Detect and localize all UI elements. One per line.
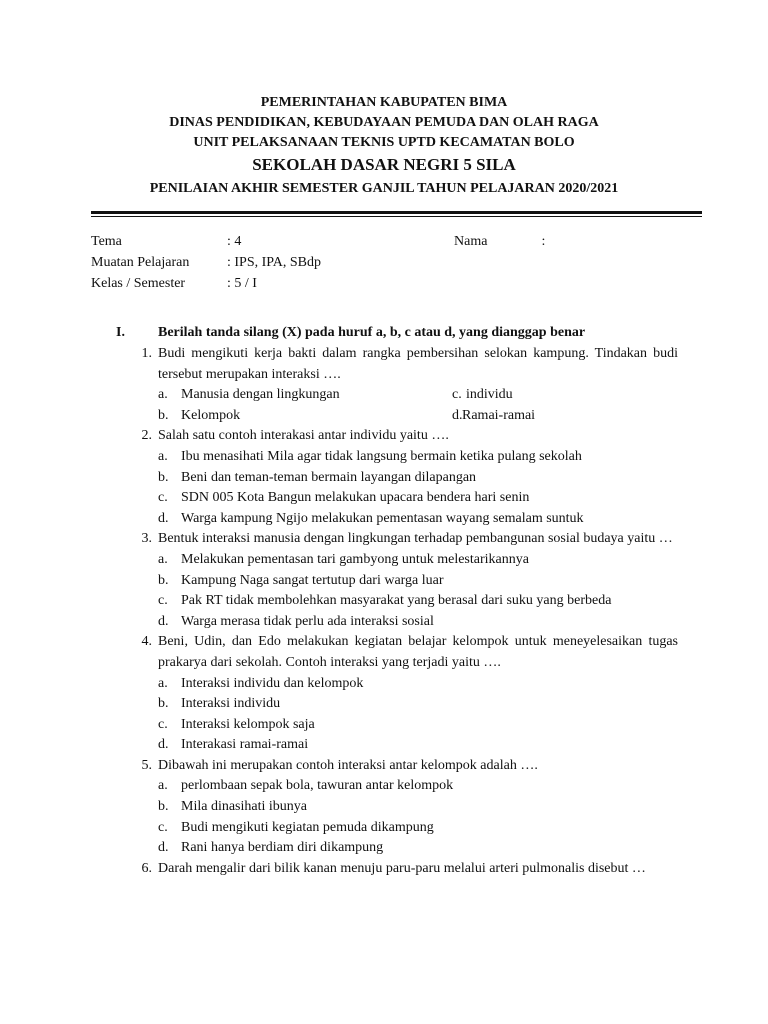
option-b-text: Interaksi individu — [181, 696, 281, 712]
option-letter: c. — [158, 490, 168, 506]
option-row — [0, 468, 768, 489]
option-letter: c. — [452, 387, 462, 403]
question-item — [0, 426, 768, 529]
name-field — [454, 231, 545, 252]
option-letter: b. — [158, 572, 169, 588]
question-item — [0, 344, 768, 426]
nama-label: Nama — [454, 234, 488, 249]
option-row — [0, 735, 768, 756]
option-d-text: Rani hanya berdiam diri dikampung — [181, 840, 384, 856]
unit-title: UNIT PELAKSANAAN TEKNIS UPTD KECAMATAN BOLO — [193, 135, 575, 150]
option-letter: a. — [158, 387, 168, 403]
option-c-text: SDN 005 Kota Bangun melakukan upacara bendera hari senin — [181, 490, 530, 506]
question-number: 1. — [141, 346, 152, 361]
tema-value: : 4 — [227, 234, 242, 249]
option-letter: c. — [158, 819, 168, 835]
header-divider-thin — [91, 216, 702, 217]
option-row — [0, 838, 768, 859]
info-row-muatan — [91, 252, 447, 273]
question-list — [0, 344, 768, 879]
question-item — [0, 859, 768, 880]
question-text: Beni, Udin, dan Edo melakukan kegiatan belajar kelompok untuk meneyelesaikan tugas prakarya dari sekolah. Contoh interaksi yang terjadi yaitu …. — [158, 634, 678, 670]
option-letter: a. — [158, 551, 168, 567]
option-d-text: Warga kampung Ngijo melakukan pementasan wayang semalam suntuk — [181, 510, 584, 526]
option-b-text: Kampung Naga sangat tertutup dari warga luar — [181, 572, 444, 588]
question-text: Bentuk interaksi manusia dengan lingkungan terhadap pembangunan sosial budaya yaitu … — [158, 531, 673, 547]
muatan-value: : IPS, IPA, SBdp — [227, 255, 322, 270]
muatan-label: Muatan Pelajaran — [91, 255, 190, 270]
exam-title: PENILAIAN AKHIR SEMESTER GANJIL TAHUN PELAJARAN 2020/2021 — [149, 181, 619, 196]
option-letter: b. — [158, 799, 169, 815]
option-letter: c. — [158, 716, 168, 732]
option-row — [0, 509, 768, 530]
option-a-text: Ibu menasihati Mila agar tidak langsung bermain ketika pulang sekolah — [181, 448, 582, 464]
option-row — [0, 550, 768, 571]
tema-label: Tema — [91, 234, 122, 249]
option-letter: d. — [452, 407, 463, 423]
question-number: 3. — [141, 531, 152, 547]
option-letter: a. — [158, 675, 168, 691]
option-c-text: Budi mengikuti kegiatan pemuda dikampung — [181, 819, 434, 835]
option-letter: a. — [158, 448, 168, 464]
option-row — [0, 591, 768, 612]
option-b-text: Beni dan teman-teman bermain layangan dilapangan — [181, 469, 477, 485]
option-d-text: Ramai-ramai — [462, 407, 536, 423]
question-text: Dibawah ini merupakan contoh interaksi antar kelompok adalah …. — [158, 757, 538, 773]
question-number: 6. — [141, 860, 152, 876]
kelas-value: : 5 / I — [227, 276, 257, 291]
header-divider — [91, 211, 702, 214]
question-item — [0, 632, 768, 756]
option-row — [0, 715, 768, 736]
option-letter: b. — [158, 407, 169, 423]
question-text: Budi mengikuti kerja bakti dalam rangka pembersihan selokan kampung. Tindakan budi tersebut merupakan interaksi …. — [158, 346, 678, 382]
option-letter: d. — [158, 510, 169, 526]
question-number: 2. — [141, 428, 152, 444]
option-c-text: Interaksi kelompok saja — [181, 716, 315, 732]
info-row-tema — [91, 231, 447, 252]
government-title: PEMERINTAHAN KABUPATEN BIMA — [260, 95, 508, 110]
option-letter: a. — [158, 778, 168, 794]
question-text: Salah satu contoh interakasi antar individu yaitu …. — [158, 428, 449, 444]
question-item — [0, 529, 768, 632]
option-c-text: Pak RT tidak membolehkan masyarakat yang berasal dari suku yang berbeda — [181, 593, 612, 609]
option-d-text: Warga merasa tidak perlu ada interaksi sosial — [181, 613, 434, 629]
section-number: I. — [116, 325, 125, 340]
question-number: 5. — [141, 757, 152, 773]
option-letter: b. — [158, 696, 169, 712]
option-a-text: Manusia dengan lingkungan — [181, 387, 340, 403]
option-letter: d. — [158, 840, 169, 856]
info-row-kelas — [91, 273, 447, 294]
option-row — [0, 571, 768, 592]
option-a-text: Melakukan pementasan tari gambyong untuk melestarikannya — [181, 551, 529, 567]
option-letter: b. — [158, 469, 169, 485]
section-instruction: Berilah tanda silang (X) pada huruf a, b, c atau d, yang dianggap benar — [158, 325, 586, 340]
option-row — [0, 674, 768, 695]
option-row — [0, 488, 768, 509]
nama-value: : — [541, 234, 546, 249]
document-header — [0, 93, 768, 199]
option-letter: d. — [158, 737, 169, 753]
option-row — [0, 797, 768, 818]
option-row — [0, 612, 768, 633]
department-title: DINAS PENDIDIKAN, KEBUDAYAAN PEMUDA DAN OLAH RAGA — [169, 115, 599, 130]
question-number: 4. — [141, 634, 152, 650]
option-a-text: Interaksi individu dan kelompok — [181, 675, 364, 691]
option-a-text: perlombaan sepak bola, tawuran antar kelompok — [181, 778, 454, 794]
option-row — [0, 447, 768, 468]
option-row — [0, 776, 768, 797]
option-row — [0, 406, 768, 427]
option-d-text: Interakasi ramai-ramai — [181, 737, 309, 753]
option-letter: d. — [158, 613, 169, 629]
section-heading — [0, 322, 768, 343]
option-row — [0, 385, 768, 406]
option-row — [0, 694, 768, 715]
option-b-text: Kelompok — [181, 407, 241, 423]
kelas-label: Kelas / Semester — [91, 276, 186, 291]
question-text: Darah mengalir dari bilik kanan menuju paru-paru melalui arteri pulmonalis disebut … — [158, 860, 646, 876]
option-row — [0, 818, 768, 839]
option-c-text: individu — [466, 387, 513, 403]
question-item — [0, 756, 768, 859]
option-b-text: Mila dinasihati ibunya — [181, 799, 307, 815]
student-info — [91, 231, 447, 294]
option-letter: c. — [158, 593, 168, 609]
school-name: SEKOLAH DASAR NEGRI 5 SILA — [252, 155, 516, 174]
